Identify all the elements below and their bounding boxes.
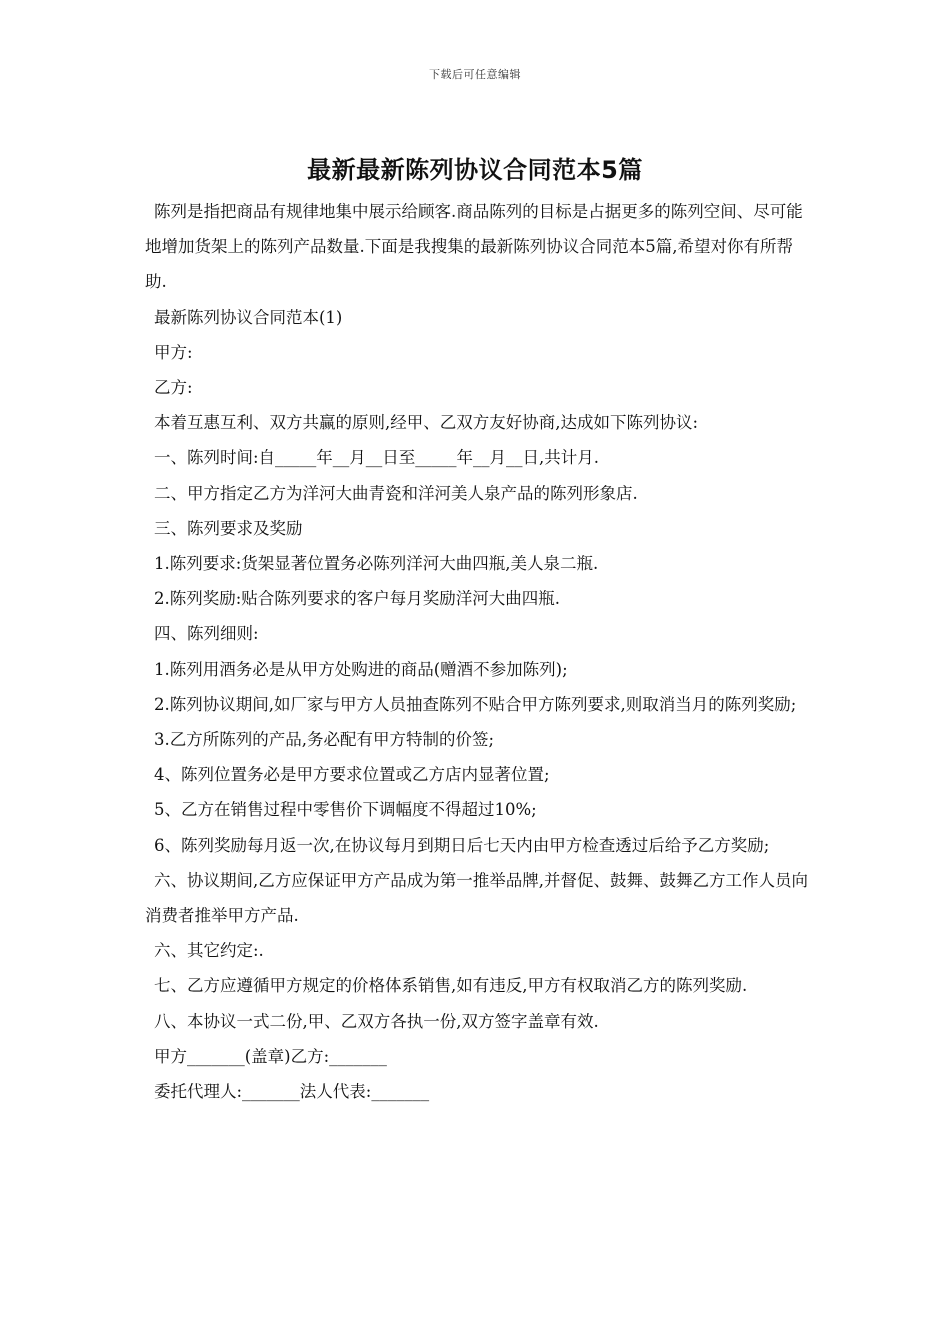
clause-requirement-1: 1.陈列要求:货架显著位置务必陈列洋河大曲四瓶,美人泉二瓶. bbox=[154, 554, 599, 574]
clause-rule-6: 6、陈列奖励每月返一次,在协议每月到期日后七天内由甲方检查透过后给予乙方奖励; bbox=[154, 835, 770, 855]
clause-copies: 八、本协议一式二份,甲、乙双方各执一份,双方签字盖章有效. bbox=[154, 1011, 599, 1031]
clause-pricing: 七、乙方应遵循甲方规定的价格体系销售,如有违反,甲方有权取消乙方的陈列奖励. bbox=[154, 976, 748, 996]
section-heading: 最新陈列协议合同范本(1) bbox=[154, 307, 343, 327]
clause-requirements-heading: 三、陈列要求及奖励 bbox=[154, 518, 303, 538]
signature-line-parties: 甲方_______(盖章)乙方:_______ bbox=[154, 1046, 387, 1066]
clause-designated-store: 二、甲方指定乙方为洋河大曲青瓷和洋河美人泉产品的陈列形象店. bbox=[154, 483, 638, 503]
clause-display-period: 一、陈列时间:自_____年__月__日至_____年__月__日,共计月. bbox=[154, 448, 600, 468]
signature-line-representatives: 委托代理人:_______法人代表:_______ bbox=[154, 1082, 430, 1102]
clause-rule-1: 1.陈列用酒务必是从甲方处购进的商品(赠酒不参加陈列); bbox=[154, 659, 568, 679]
clause-rule-3: 3.乙方所陈列的产品,务必配有甲方特制的价签; bbox=[154, 730, 495, 750]
preamble-paragraph: 本着互惠互利、双方共赢的原则,经甲、乙双方友好协商,达成如下陈列协议: bbox=[154, 413, 699, 433]
clause-promotion: 六、协议期间,乙方应保证甲方产品成为第一推举品牌,并督促、鼓舞、鼓舞乙方工作人员向消费者推举甲方产品. bbox=[145, 870, 808, 926]
party-b-line: 乙方: bbox=[154, 378, 193, 398]
intro-paragraph: 陈列是指把商品有规律地集中展示给顾客.商品陈列的目标是占据更多的陈列空间、尽可能地增加货架上的陈列产品数量.下面是我搜集的最新陈列协议合同范本5篇,希望对你有所帮助. bbox=[145, 202, 803, 292]
clause-rule-2: 2.陈列协议期间,如厂家与甲方人员抽查陈列不贴合甲方陈列要求,则取消当月的陈列奖励; bbox=[154, 694, 797, 714]
clause-rule-5: 5、乙方在销售过程中零售价下调幅度不得超过10%; bbox=[154, 800, 537, 820]
document-body bbox=[145, 194, 810, 1109]
clause-rule-4: 4、陈列位置务必是甲方要求位置或乙方店内显著位置; bbox=[154, 765, 550, 785]
clause-requirement-2: 2.陈列奖励:贴合陈列要求的客户每月奖励洋河大曲四瓶. bbox=[154, 589, 561, 609]
party-a-line: 甲方: bbox=[154, 342, 193, 362]
clause-other: 六、其它约定:. bbox=[154, 941, 264, 961]
document-title: 最新最新陈列协议合同范本5篇 bbox=[307, 156, 643, 184]
header-note: 下载后可任意编辑 bbox=[429, 68, 521, 81]
clause-rules-heading: 四、陈列细则: bbox=[154, 624, 259, 644]
